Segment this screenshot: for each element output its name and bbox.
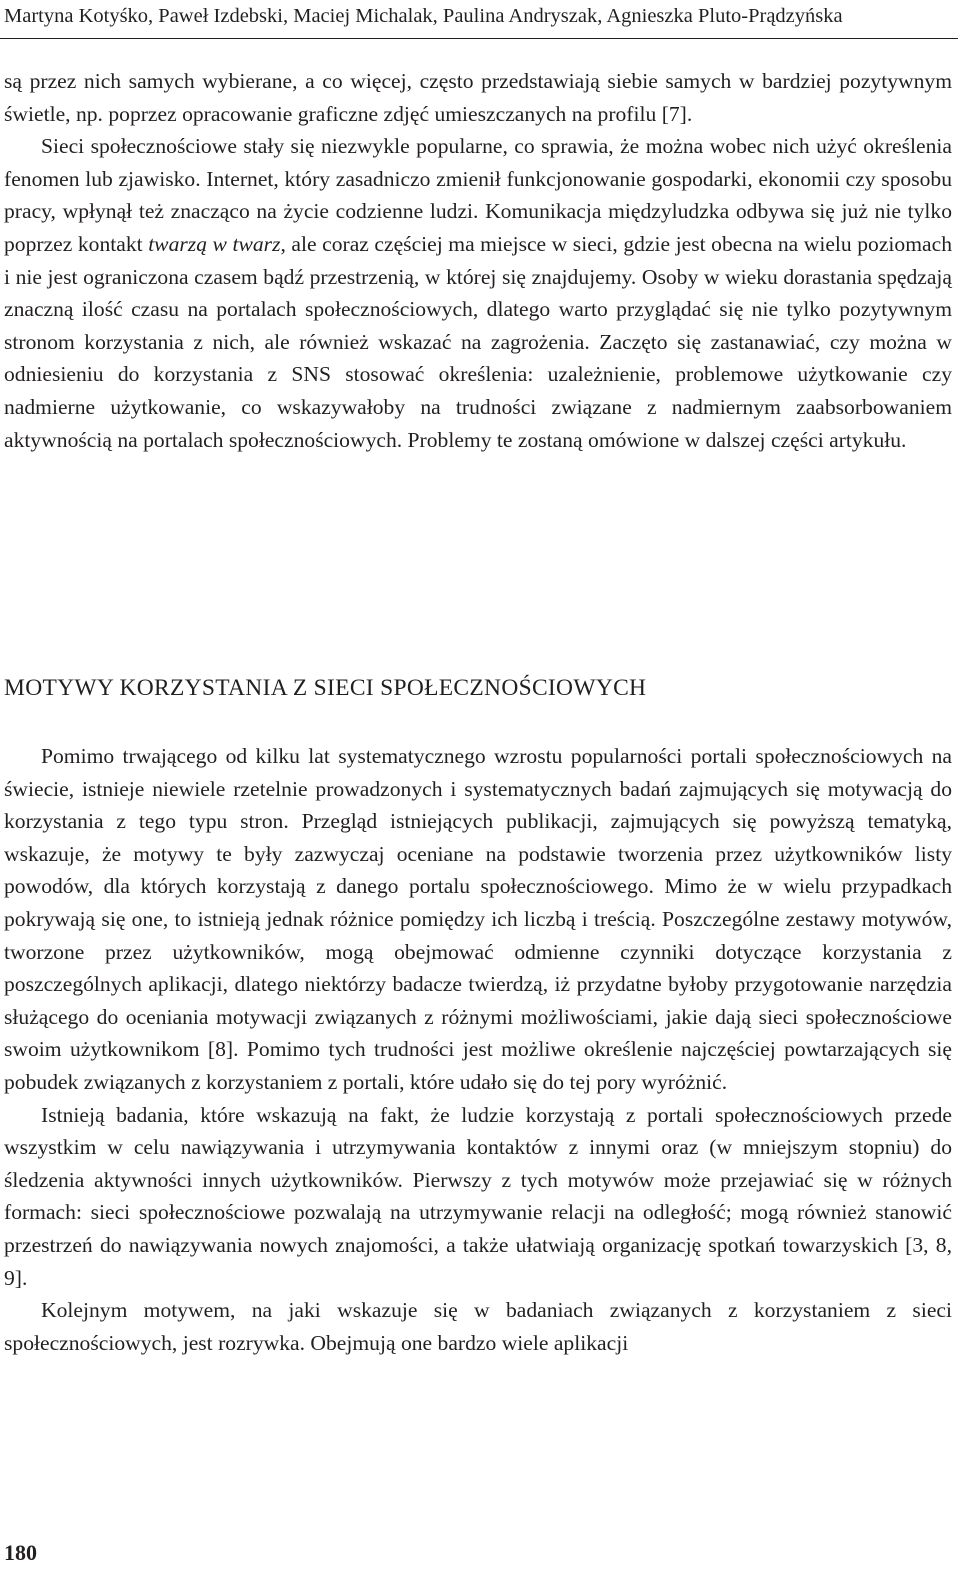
paragraph-text: są przez nich samych wybierane, a co więcej, często przedstawiają siebie samych w bardziej pozytywnym świetle, np. poprzez opracowanie graficzne zdjęć umieszczanych na profilu [7]. xyxy=(4,69,952,126)
paragraph-text: , ale coraz częściej ma miejsce w sieci, gdzie jest obecna na wielu poziomach i nie jest ograniczona czasem bądź przestrzenią, w której się znajdujemy. Osoby w wieku dorastania spędzają znaczną ilość czasu na portalach społecznościowych, dlatego warto przyglądać się nie tylko pozytywnym stronom korzystania z nich, ale również wskazać na zagrożenia. Zaczęto się zastanawiać, czy można w odniesieniu do korzystania z SNS stosować określenia: uzależnienie, problemowe użytkowanie czy nadmierne użytkowanie, co wskazywałoby na trudności związane z nadmiernym zaabsorbowaniem aktywnością na portalach społecznościowych. Problemy te zostaną omówione w dalszej części artykułu. xyxy=(4,231,952,452)
paragraph: Pomimo trwającego od kilku lat systematycznego wzrostu popularności portali społecznościowych na świecie, istnieje niewiele rzetelnie prowadzonych i systematycznych badań zajmujących się motywacją do korzystania z tego typu stron. Przegląd istniejących publikacji, zajmujących się powyższą tematyką, wskazuje, że motywy te były zazwyczaj oceniane na podstawie tworzenia przez użytkowników listy powodów, dla których korzystają z danego portalu społecznościowego. Mimo że w wielu przypadkach pokrywają się one, to istnieją jednak różnice pomiędzy ich liczbą i treścią. Poszczególne zestawy motywów, tworzone przez użytkowników, mogą obejmować odmienne czynniki dotyczące korzystania z poszczególnych aplikacji, dlatego niektórzy badacze twierdzą, iż przydatne byłoby przygotowanie narzędzia służącego do oceniania motywacji związanych z różnymi możliwościami, jakie dają sieci społecznościowe swoim użytkownikom [8]. Pomimo tych trudności jest możliwe określenie najczęściej powtarzających się pobudek związanych z korzystaniem z portali, które udało się do tej pory wyróżnić. xyxy=(4,744,952,1094)
section-text-block xyxy=(4,740,952,1359)
header-rule xyxy=(0,38,958,39)
italic-phrase: twarzą w twarz xyxy=(148,231,281,256)
page-number: 180 xyxy=(4,1540,37,1565)
paragraph-continuation xyxy=(4,65,952,130)
running-header-authors: Martyna Kotyśko, Paweł Izdebski, Maciej Michalak, Paulina Andryszak, Agnieszka Pluto-Prądzyńska xyxy=(4,5,843,27)
section-heading: MOTYWY KORZYSTANIA Z SIECI SPOŁECZNOŚCIOWYCH xyxy=(4,675,647,701)
paragraph: Istnieją badania, które wskazują na fakt, że ludzie korzystają z portali społecznościowych przede wszystkim w celu nawiązywania i utrzymywania kontaktów z innymi oraz (w mniejszym stopniu) do śledzenia aktywności innych użytkowników. Pierwszy z tych motywów może przejawiać się w różnych formach: sieci społecznościowe pozwalają na utrzymywanie relacji na odległość; mogą również stanowić przestrzeń do nawiązywania nowych znajomości, a także ułatwiają organizację spotkań towarzyskich [3, 8, 9]. xyxy=(4,1102,952,1290)
paragraph-sns-phenomenon xyxy=(4,130,952,456)
intro-text-block xyxy=(4,65,952,456)
paragraph: Kolejnym motywem, na jaki wskazuje się w badaniach związanych z korzystaniem z sieci społecznościowych, jest rozrywka. Obejmują one bardzo wiele aplikacji xyxy=(4,1298,952,1355)
paragraph-text: Sieci społecznościowe stały się niezwykle popularne, co sprawia, że można wobec nich użyć określenia fenomen lub zjawisko. Internet, który zasadniczo zmienił funkcjonowanie gospodarki, ekonomii czy sposobu pracy, wpłynął też znacząco na życie codzienne ludzi. Komunikacja międzyludzka odbywa się już nie tylko poprzez kontakt xyxy=(4,134,952,256)
